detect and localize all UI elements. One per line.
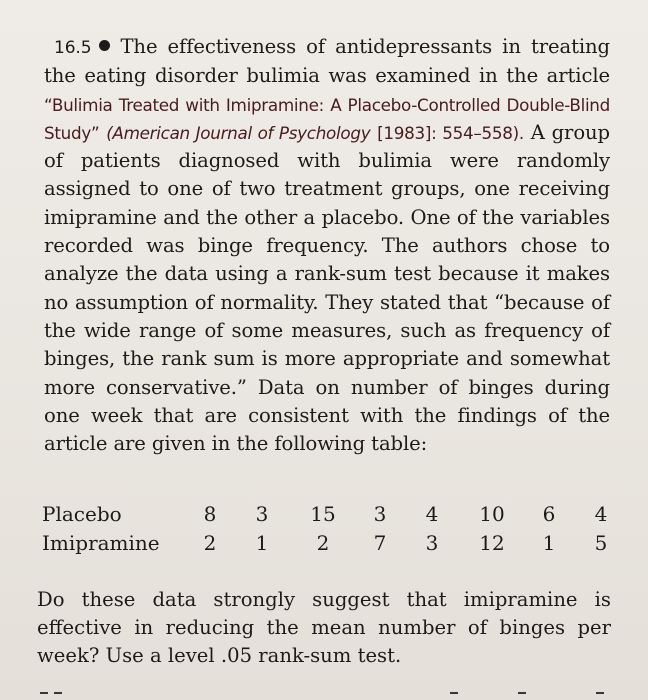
table-cell: 10 [479, 502, 505, 526]
table-cell: 4 [425, 502, 439, 526]
journal-name: (American Journal of Psychology [106, 122, 371, 143]
citation: [1983]: 554–558). [377, 122, 524, 143]
table-cell: 2 [316, 531, 330, 555]
table-cell: 4 [594, 502, 608, 526]
table-cell: 3 [425, 531, 439, 555]
bullet-icon [99, 40, 110, 51]
question-text: Do these data strongly suggest that imipramine is effective in reducing the mean number of binges per week? Use a level .05 rank-sum test. [37, 588, 611, 667]
table-cell: 8 [203, 502, 217, 526]
table-cell: 6 [542, 502, 556, 526]
table-cell: 3 [255, 502, 269, 526]
next-problem-cutoff [30, 688, 630, 700]
table-cell: 12 [479, 531, 505, 555]
table-row-placebo [42, 502, 622, 531]
problem-intro: The effectiveness of antidepressants in treating the eating disorder bulimia was examined in the article [44, 35, 610, 88]
row-label: Placebo [42, 502, 122, 526]
table-cell: 3 [373, 502, 387, 526]
table-cell: 15 [310, 502, 336, 526]
article-title: “Bulimia Treated with Imipramine: A Placebo-Controlled Double-Blind Study” [44, 94, 610, 143]
row-label: Imipramine [42, 531, 160, 555]
table-cell: 2 [203, 531, 217, 555]
problem-body: A group of patients diagnosed with bulimia were randomly assigned to one of two treatment groups, one receiving imipramine and the other a placebo. One of the variables recorded was binge frequency. The authors chose to analyze the data using a rank-sum test because it makes no assumption of normality. They stated that “because of the wide range of some measures, such as frequency of binges, the rank sum is more appropriate and somewhat more conservative.” Data on number of binges during one week that are consistent with the findings of the article are given in the following table: [44, 120, 610, 456]
table-cell: 1 [542, 531, 556, 555]
problem-text [44, 33, 610, 458]
problem-number: 16.5 [54, 38, 92, 58]
table-cell: 7 [373, 531, 387, 555]
binge-data-table [42, 502, 622, 560]
table-row-imipramine [42, 531, 622, 560]
table-cell: 5 [594, 531, 608, 555]
table-cell: 1 [255, 531, 269, 555]
